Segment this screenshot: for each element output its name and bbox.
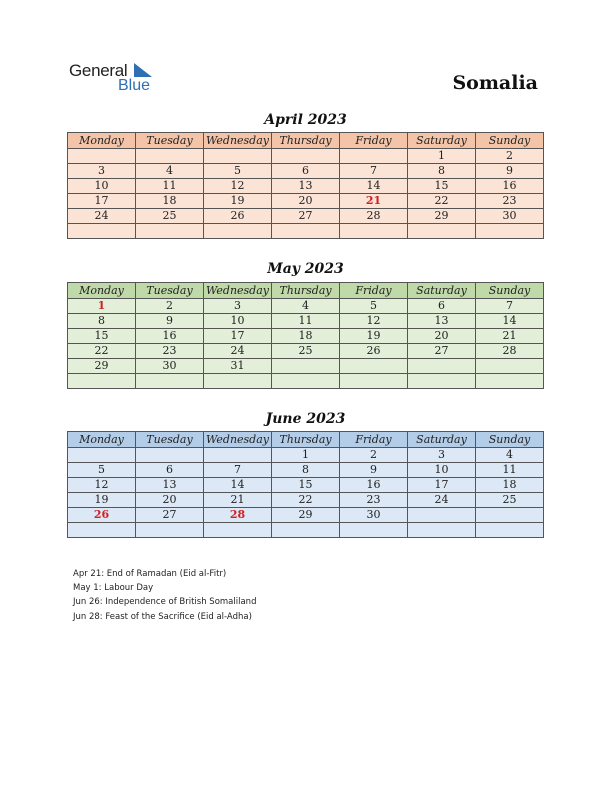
day-cell bbox=[68, 374, 136, 389]
day-cell: 23 bbox=[476, 194, 544, 209]
day-cell: 14 bbox=[204, 478, 272, 493]
weekday-header: Tuesday bbox=[136, 283, 204, 299]
weekday-header: Thursday bbox=[272, 432, 340, 448]
day-cell: 26 bbox=[204, 209, 272, 224]
day-cell: 6 bbox=[408, 299, 476, 314]
day-cell: 3 bbox=[204, 299, 272, 314]
day-cell: 5 bbox=[340, 299, 408, 314]
holiday-note: Jun 28: Feast of the Sacrifice (Eid al-Adha) bbox=[73, 611, 252, 622]
day-cell: 16 bbox=[136, 329, 204, 344]
weekday-header-row bbox=[68, 432, 544, 448]
calendar-june bbox=[67, 431, 544, 538]
country-title: Somalia bbox=[452, 72, 538, 94]
day-cell bbox=[272, 523, 340, 538]
day-cell: 23 bbox=[136, 344, 204, 359]
day-cell: 11 bbox=[476, 463, 544, 478]
day-cell: 7 bbox=[340, 164, 408, 179]
weekday-header: Sunday bbox=[476, 432, 544, 448]
day-cell: 27 bbox=[136, 508, 204, 523]
day-cell bbox=[476, 508, 544, 523]
day-cell: 4 bbox=[136, 164, 204, 179]
day-cell: 22 bbox=[272, 493, 340, 508]
day-cell: 30 bbox=[136, 359, 204, 374]
day-cell: 1 bbox=[408, 149, 476, 164]
day-cell: 19 bbox=[68, 493, 136, 508]
weekday-header: Wednesday bbox=[204, 283, 272, 299]
day-cell: 30 bbox=[476, 209, 544, 224]
weekday-header: Sunday bbox=[476, 283, 544, 299]
day-cell: 8 bbox=[68, 314, 136, 329]
day-cell bbox=[340, 224, 408, 239]
day-cell: 1 bbox=[272, 448, 340, 463]
weekday-header: Wednesday bbox=[204, 432, 272, 448]
day-cell bbox=[272, 149, 340, 164]
holiday-notes bbox=[73, 567, 256, 624]
day-cell: 17 bbox=[68, 194, 136, 209]
day-cell: 11 bbox=[272, 314, 340, 329]
day-cell: 24 bbox=[408, 493, 476, 508]
day-cell: 9 bbox=[476, 164, 544, 179]
day-cell: 14 bbox=[340, 179, 408, 194]
day-cell bbox=[476, 359, 544, 374]
day-cell bbox=[68, 224, 136, 239]
month-title-may: May 2023 bbox=[267, 261, 344, 277]
day-cell: 6 bbox=[136, 463, 204, 478]
day-cell: 18 bbox=[136, 194, 204, 209]
day-cell: 25 bbox=[136, 209, 204, 224]
day-cell: 13 bbox=[272, 179, 340, 194]
day-cell bbox=[136, 374, 204, 389]
day-cell: 11 bbox=[136, 179, 204, 194]
weekday-header: Friday bbox=[340, 432, 408, 448]
day-cell: 20 bbox=[136, 493, 204, 508]
day-cell bbox=[408, 359, 476, 374]
weekday-header: Saturday bbox=[408, 432, 476, 448]
day-cell: 10 bbox=[204, 314, 272, 329]
day-cell bbox=[204, 374, 272, 389]
week-row bbox=[68, 314, 544, 329]
holiday-note: May 1: Labour Day bbox=[73, 583, 154, 594]
day-cell: 21 bbox=[340, 194, 408, 209]
day-cell: 8 bbox=[408, 164, 476, 179]
day-cell: 16 bbox=[340, 478, 408, 493]
day-cell bbox=[408, 508, 476, 523]
week-row bbox=[68, 508, 544, 523]
day-cell: 12 bbox=[68, 478, 136, 493]
day-cell bbox=[136, 224, 204, 239]
day-cell bbox=[476, 224, 544, 239]
day-cell: 2 bbox=[136, 299, 204, 314]
day-cell: 14 bbox=[476, 314, 544, 329]
day-cell bbox=[476, 374, 544, 389]
day-cell: 17 bbox=[408, 478, 476, 493]
day-cell: 12 bbox=[204, 179, 272, 194]
week-row bbox=[68, 164, 544, 179]
month-title-april: April 2023 bbox=[264, 112, 347, 128]
day-cell: 20 bbox=[408, 329, 476, 344]
week-row bbox=[68, 493, 544, 508]
day-cell: 18 bbox=[476, 478, 544, 493]
day-cell: 15 bbox=[272, 478, 340, 493]
day-cell: 23 bbox=[340, 493, 408, 508]
day-cell: 13 bbox=[136, 478, 204, 493]
day-cell: 25 bbox=[476, 493, 544, 508]
brand-logo bbox=[69, 61, 169, 97]
day-cell: 13 bbox=[408, 314, 476, 329]
day-cell: 27 bbox=[272, 209, 340, 224]
day-cell: 5 bbox=[204, 164, 272, 179]
weekday-header: Tuesday bbox=[136, 432, 204, 448]
day-cell: 18 bbox=[272, 329, 340, 344]
day-cell bbox=[272, 224, 340, 239]
weekday-header: Friday bbox=[340, 133, 408, 149]
weekday-header: Monday bbox=[68, 133, 136, 149]
day-cell: 24 bbox=[204, 344, 272, 359]
day-cell bbox=[272, 374, 340, 389]
weekday-header: Monday bbox=[68, 432, 136, 448]
week-row bbox=[68, 329, 544, 344]
logo-triangle-icon bbox=[134, 63, 152, 77]
weekday-header: Saturday bbox=[408, 283, 476, 299]
weekday-header: Monday bbox=[68, 283, 136, 299]
week-row bbox=[68, 359, 544, 374]
day-cell bbox=[340, 374, 408, 389]
day-cell: 10 bbox=[408, 463, 476, 478]
day-cell bbox=[68, 523, 136, 538]
weekday-header: Thursday bbox=[272, 133, 340, 149]
week-row bbox=[68, 448, 544, 463]
week-row bbox=[68, 209, 544, 224]
day-cell: 15 bbox=[408, 179, 476, 194]
day-cell: 25 bbox=[272, 344, 340, 359]
day-cell bbox=[136, 523, 204, 538]
week-row bbox=[68, 299, 544, 314]
day-cell: 15 bbox=[68, 329, 136, 344]
weekday-header: Saturday bbox=[408, 133, 476, 149]
day-cell: 24 bbox=[68, 209, 136, 224]
day-cell: 6 bbox=[272, 164, 340, 179]
day-cell bbox=[204, 523, 272, 538]
day-cell bbox=[272, 359, 340, 374]
day-cell bbox=[408, 523, 476, 538]
day-cell: 29 bbox=[68, 359, 136, 374]
weekday-header: Friday bbox=[340, 283, 408, 299]
weekday-header: Tuesday bbox=[136, 133, 204, 149]
day-cell: 4 bbox=[272, 299, 340, 314]
day-cell: 3 bbox=[68, 164, 136, 179]
week-row bbox=[68, 179, 544, 194]
day-cell: 17 bbox=[204, 329, 272, 344]
day-cell: 29 bbox=[408, 209, 476, 224]
weekday-header-row bbox=[68, 283, 544, 299]
logo-blue-text: Blue bbox=[118, 77, 151, 94]
day-cell: 2 bbox=[340, 448, 408, 463]
weekday-header: Thursday bbox=[272, 283, 340, 299]
week-row bbox=[68, 463, 544, 478]
day-cell: 28 bbox=[476, 344, 544, 359]
day-cell: 28 bbox=[204, 508, 272, 523]
day-cell bbox=[340, 359, 408, 374]
day-cell: 27 bbox=[408, 344, 476, 359]
day-cell: 22 bbox=[408, 194, 476, 209]
day-cell: 20 bbox=[272, 194, 340, 209]
day-cell: 8 bbox=[272, 463, 340, 478]
day-cell: 19 bbox=[204, 194, 272, 209]
week-row bbox=[68, 149, 544, 164]
week-row bbox=[68, 374, 544, 389]
day-cell: 21 bbox=[204, 493, 272, 508]
day-cell: 9 bbox=[136, 314, 204, 329]
weekday-header-row bbox=[68, 133, 544, 149]
week-row bbox=[68, 478, 544, 493]
day-cell: 7 bbox=[476, 299, 544, 314]
week-row bbox=[68, 224, 544, 239]
day-cell: 12 bbox=[340, 314, 408, 329]
day-cell bbox=[340, 149, 408, 164]
day-cell bbox=[408, 224, 476, 239]
day-cell: 2 bbox=[476, 149, 544, 164]
day-cell: 7 bbox=[204, 463, 272, 478]
calendar-may bbox=[67, 282, 544, 389]
day-cell: 26 bbox=[68, 508, 136, 523]
weekday-header: Sunday bbox=[476, 133, 544, 149]
day-cell: 29 bbox=[272, 508, 340, 523]
day-cell bbox=[136, 149, 204, 164]
week-row bbox=[68, 344, 544, 359]
day-cell bbox=[204, 448, 272, 463]
day-cell: 19 bbox=[340, 329, 408, 344]
day-cell: 1 bbox=[68, 299, 136, 314]
week-row bbox=[68, 523, 544, 538]
day-cell: 30 bbox=[340, 508, 408, 523]
weekday-header: Wednesday bbox=[204, 133, 272, 149]
day-cell: 4 bbox=[476, 448, 544, 463]
day-cell: 16 bbox=[476, 179, 544, 194]
day-cell: 22 bbox=[68, 344, 136, 359]
day-cell bbox=[204, 224, 272, 239]
day-cell bbox=[136, 448, 204, 463]
day-cell: 10 bbox=[68, 179, 136, 194]
day-cell: 3 bbox=[408, 448, 476, 463]
day-cell bbox=[476, 523, 544, 538]
holiday-note: Apr 21: End of Ramadan (Eid al-Fitr) bbox=[73, 569, 227, 579]
day-cell: 9 bbox=[340, 463, 408, 478]
day-cell bbox=[408, 374, 476, 389]
day-cell bbox=[68, 448, 136, 463]
day-cell: 31 bbox=[204, 359, 272, 374]
month-title-june: June 2023 bbox=[265, 411, 346, 427]
holiday-note: Jun 26: Independence of British Somaliland bbox=[73, 597, 257, 608]
day-cell bbox=[68, 149, 136, 164]
day-cell: 28 bbox=[340, 209, 408, 224]
logo-general-text: General bbox=[69, 61, 128, 80]
day-cell bbox=[204, 149, 272, 164]
calendar-april bbox=[67, 132, 544, 239]
week-row bbox=[68, 194, 544, 209]
day-cell: 21 bbox=[476, 329, 544, 344]
day-cell bbox=[340, 523, 408, 538]
day-cell: 26 bbox=[340, 344, 408, 359]
day-cell: 5 bbox=[68, 463, 136, 478]
